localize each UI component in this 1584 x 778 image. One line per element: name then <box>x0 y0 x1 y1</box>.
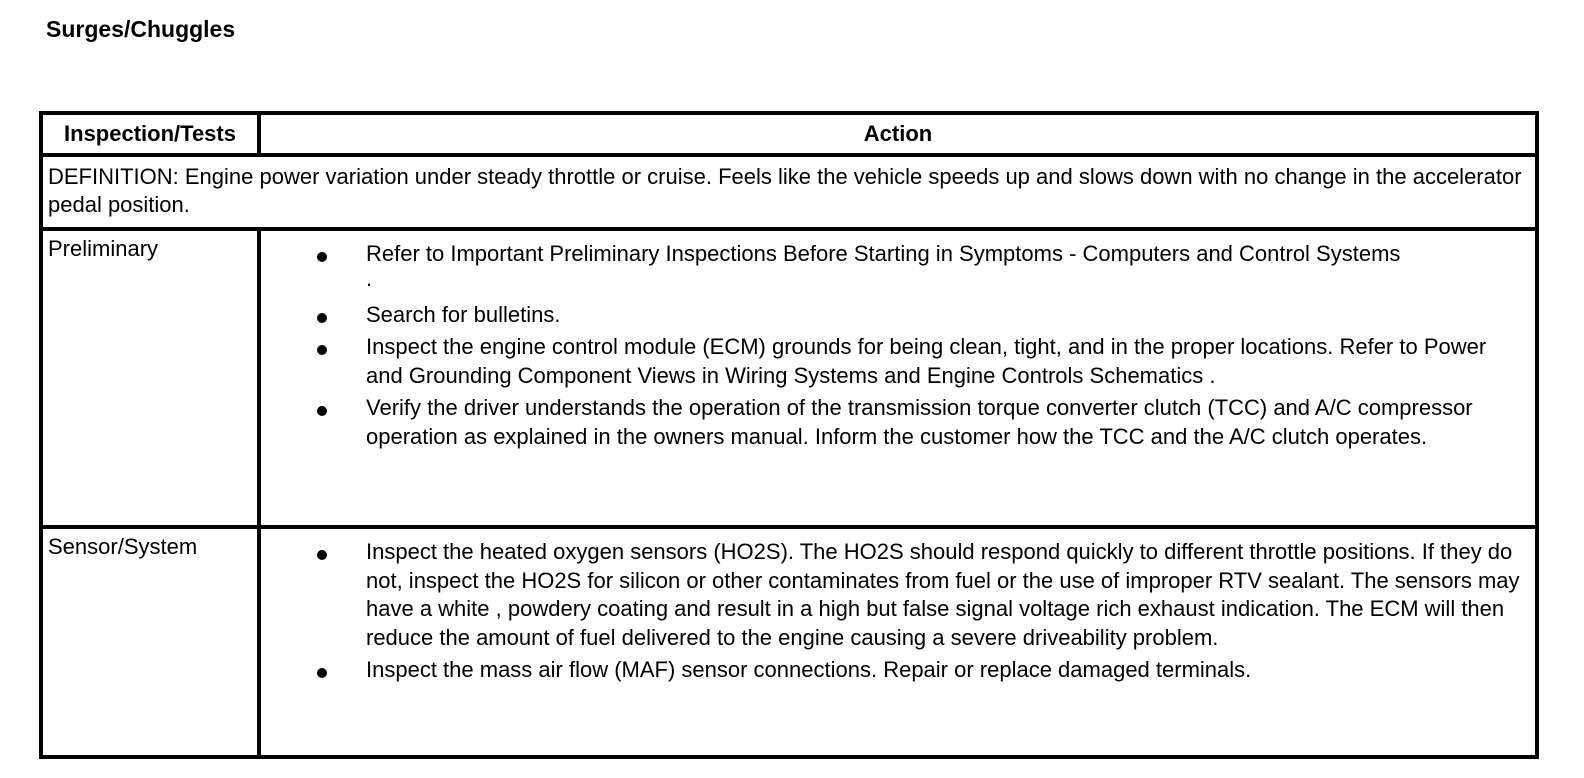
bullet-text: Refer to Important Preliminary Inspections Before Starting in Symptoms - Computers and Control Systems <box>366 241 1401 266</box>
list-item <box>261 301 1527 330</box>
section-label-preliminary: Preliminary <box>41 229 259 527</box>
bullet-icon <box>317 668 327 678</box>
bullet-icon <box>317 345 327 355</box>
table-row <box>41 229 1537 527</box>
bullet-text: Inspect the mass air flow (MAF) sensor connections. Repair or replace damaged terminals. <box>366 657 1252 682</box>
bullet-icon <box>317 550 327 560</box>
bullet-list <box>261 231 1535 451</box>
bullet-text: Verify the driver understands the operation of the transmission torque converter clutch (TCC) and A/C compressor operation as explained in the owners manual. Inform the customer how the TCC and the A/C clutch operates. <box>366 395 1473 449</box>
bullet-icon <box>317 406 327 416</box>
list-item <box>261 240 1527 297</box>
page-title: Surges/Chuggles <box>46 16 236 42</box>
bullet-icon <box>317 252 327 262</box>
section-label-sensor-system: Sensor/System <box>41 527 259 757</box>
bullet-list <box>261 529 1535 685</box>
bullet-text: Inspect the heated oxygen sensors (HO2S). The HO2S should respond quickly to different throttle positions. If they do not, inspect the HO2S for silicon or other contaminates from fuel or the use of improper RTV sealant. The sensors may have a white , powdery coating and result in a high but false signal voltage rich exhaust indication. The ECM will then reduce the amount of fuel delivered to the engine causing a severe driveability problem. <box>366 539 1520 650</box>
action-cell-sensor-system <box>259 527 1537 757</box>
bullet-text: Search for bulletins. <box>366 301 561 327</box>
header-inspection-tests: Inspection/Tests <box>41 113 259 155</box>
definition-row <box>41 155 1537 229</box>
list-item <box>261 333 1527 390</box>
table-header-row <box>41 113 1537 155</box>
bullet-icon <box>317 313 327 323</box>
list-item <box>261 394 1527 451</box>
bullet-text: Inspect the engine control module (ECM) grounds for being clean, tight, and in the proper locations. Refer to Power and Grounding Component Views in Wiring Systems and Engine Controls Schematics . <box>366 334 1487 388</box>
diagnostic-table <box>39 111 1539 759</box>
list-item <box>261 538 1527 652</box>
definition-text: DEFINITION: Engine power variation under steady throttle or cruise. Feels like the vehicle speeds up and slows down with no change in the accelerator pedal position. <box>41 155 1537 229</box>
header-action: Action <box>259 113 1537 155</box>
table-row <box>41 527 1537 757</box>
list-item <box>261 656 1527 685</box>
stray-period: . <box>366 265 373 291</box>
action-cell-preliminary <box>259 229 1537 527</box>
